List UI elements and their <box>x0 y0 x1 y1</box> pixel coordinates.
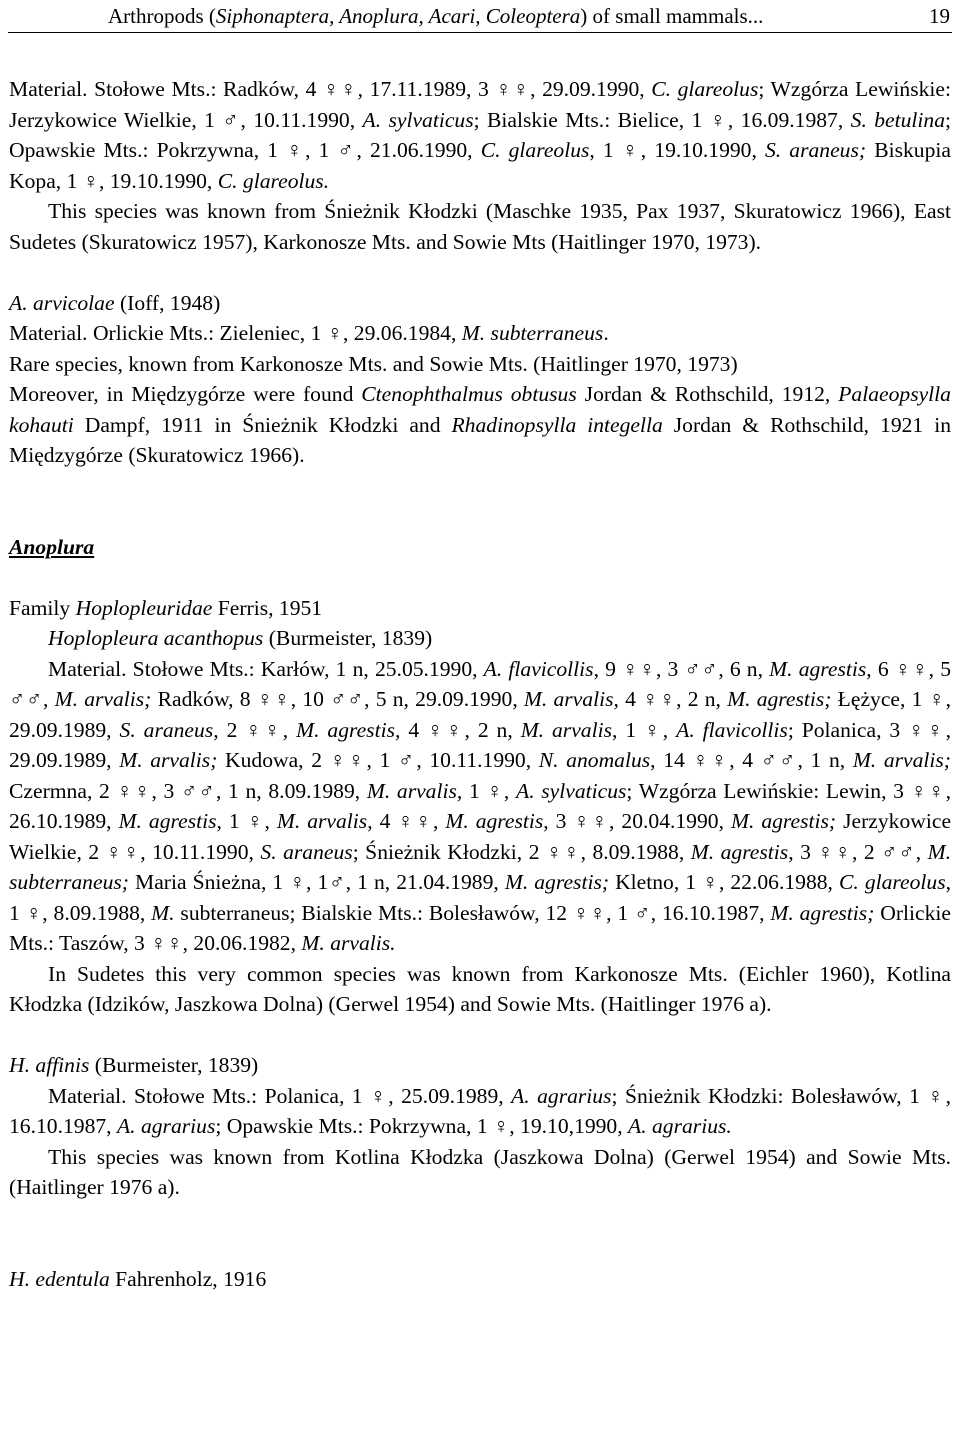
paragraph <box>9 1142 951 1203</box>
paragraph <box>9 1081 951 1142</box>
paragraph-gap <box>9 501 951 532</box>
paragraph-gap <box>9 257 951 288</box>
text: Material. Orlickie Mts.: Zieleniec, 1 ♀, 29.06.1984, <box>9 321 462 345</box>
italic-text: S. betulina <box>850 107 945 132</box>
italic-text: M. arvalis <box>520 717 612 742</box>
italic-text: Anoplura <box>9 534 95 559</box>
running-header <box>0 0 960 36</box>
italic-text: H. affinis <box>9 1053 90 1077</box>
italic-text: Hoplopleuridae <box>75 595 213 620</box>
paragraph <box>9 1050 951 1081</box>
italic-text: A. agrarius <box>511 1083 612 1108</box>
text: ; Opawskie Mts.: Pokrzywna, 1 ♀, 1 ♂, 21.06.1990, <box>9 107 951 162</box>
text: Łężyce, 1 ♀, 29.09.1989, <box>9 687 952 742</box>
italic-text: C. glareolus <box>651 77 759 101</box>
italic-text: A. agrarius. <box>628 1114 732 1138</box>
text: , 4 ♀♀, 2 n, <box>613 687 728 711</box>
italic-text: A. agrarius <box>116 1114 216 1138</box>
text: Kletno, 1 ♀, 22.06.1988, <box>609 870 839 894</box>
text: Material. Stołowe Mts.: Polanica, 1 ♀, 25.09.1989, <box>48 1083 512 1108</box>
text: , 14 ♀♀, 4 ♂♂, 1 n, <box>650 748 853 772</box>
text: Jordan & Rothschild, 1912, <box>576 382 839 406</box>
paragraph-gap <box>9 1203 951 1234</box>
section-heading <box>9 532 951 563</box>
text: ; Śnieżnik Kłodzki: Bolesławów, 1 ♀, 16.10.1987, <box>9 1083 951 1138</box>
running-title-pre: Arthropods ( <box>108 4 216 28</box>
text: Fahrenholz, 1916 <box>109 1266 267 1291</box>
text: , 3 ♀♀, 20.04.1990, <box>543 809 731 833</box>
text: Jordan & Rothschild, 1921 in Międzygórze (Skuratowicz 1966). <box>9 412 951 467</box>
text: Orlickie Mts.: Taszów, 3 ♀♀, 20.06.1982, <box>9 900 952 955</box>
italic-text: Palaeopsylla kohauti <box>9 382 951 437</box>
text: , 4 ♀♀, <box>367 809 446 833</box>
text: , 1 ♀, 8.09.1988, <box>9 870 952 925</box>
text: (Ioff, 1948) <box>114 290 221 315</box>
text: ; Opawskie Mts.: Pokrzywna, 1 ♀, 19.10,1990, <box>215 1114 629 1138</box>
paragraph <box>9 318 951 349</box>
paragraph-gap <box>9 1233 951 1264</box>
paragraph-gap <box>9 471 951 502</box>
italic-text: S. araneus <box>260 839 353 864</box>
italic-text: Rhadinopsylla integella <box>451 412 663 437</box>
text: Maria Śnieżna, 1 ♀, 1♂, 1 n, 21.04.1989, <box>128 870 505 894</box>
paragraph <box>9 623 951 654</box>
italic-text: M. arvalis <box>366 778 457 803</box>
paragraph <box>9 959 951 1020</box>
text: , 3 ♀♀, 2 ♂♂, <box>788 839 928 864</box>
italic-text: M. agrestis; <box>730 809 837 833</box>
text: Family <box>9 595 76 620</box>
paragraph-gap <box>9 1020 951 1051</box>
italic-text: A. flavicollis <box>483 656 594 681</box>
italic-text: M. agrestis <box>445 809 544 833</box>
text: ; Wzgórza Lewińskie: Lewin, 3 ♀♀, 26.10.1989, <box>9 778 952 833</box>
text: ; Śnieżnik Kłodzki, 2 ♀♀, 8.09.1988, <box>352 839 691 864</box>
italic-text: M. arvalis. <box>301 931 396 955</box>
header-rule <box>8 32 952 33</box>
page-number: 19 <box>929 4 950 28</box>
text: , 2 ♀♀, <box>213 717 297 742</box>
page-body <box>9 74 951 1294</box>
text: , 1 ♀, <box>456 778 516 803</box>
italic-text: M. agrestis <box>690 839 789 864</box>
paragraph <box>9 379 951 471</box>
paragraph <box>9 74 951 196</box>
italic-text: M. arvalis <box>276 809 368 833</box>
italic-text: M. arvalis; <box>852 748 951 772</box>
italic-text: A. flavicollis <box>676 717 788 742</box>
paragraph <box>9 196 951 257</box>
paragraph <box>9 593 951 624</box>
paragraph <box>9 1264 951 1295</box>
italic-text: N. anomalus <box>538 748 651 772</box>
italic-text: M. agrestis; <box>770 900 875 925</box>
paragraph <box>9 654 951 959</box>
text: (Burmeister, 1839) <box>89 1053 259 1077</box>
text: , 4 ♀♀, 2 n, <box>394 717 521 742</box>
italic-text: M. subterraneus; <box>9 839 952 894</box>
text: Dampf, 1911 in Śnieżnik Kłodzki and <box>73 412 452 437</box>
text: Biskupia Kopa, 1 ♀, 19.10.1990, <box>9 138 951 193</box>
text: , 9 ♀♀, 3 ♂♂, 6 n, <box>593 656 770 681</box>
italic-text: Hoplopleura acanthopus <box>48 626 264 650</box>
paragraph <box>9 288 951 319</box>
italic-text: A. sylvaticus <box>516 778 627 803</box>
text: Kudowa, 2 ♀♀, 1 ♂, 10.11.1990, <box>217 748 539 772</box>
italic-text: M. arvalis; <box>119 748 218 772</box>
text: Moreover, in Międzygórze were found <box>9 382 362 406</box>
text: This species was known from Śnieżnik Kłodzki (Maschke 1935, Pax 1937, Skuratowicz 1966), East Sudetes (Skuratowicz 1957), Karkonosze Mts. and Sowie Mts (Haitlinger 1970, 1973). <box>9 199 951 254</box>
italic-text: C. glareolus <box>480 138 590 162</box>
italic-text: A. arvicolae <box>9 290 115 315</box>
text: ; Wzgórza Lewińskie: Jerzykowice Wielkie, 1 ♂, 10.11.1990, <box>9 77 951 132</box>
text: In Sudetes this very common species was known from Karkonosze Mts. (Eichler 1960), Kotlina Kłodzka (Idzików, Jaszkowa Dolna) (Gerwel 1954) and Sowie Mts. (Haitlinger 1976 a). <box>9 961 951 1016</box>
text: , 1 ♀, 19.10.1990, <box>589 138 765 162</box>
text: ; Bialskie Mts.: Bielice, 1 ♀, 16.09.1987, <box>473 107 851 132</box>
italic-text: M. subterraneus <box>461 321 604 345</box>
italic-text: C. glareolus <box>838 870 946 894</box>
text: , 1 ♀, <box>216 809 277 833</box>
italic-text: M. agrestis; <box>727 687 832 711</box>
running-title-taxa: Siphonaptera, Anoplura, Acari, Coleoptera <box>215 4 581 28</box>
italic-text: M. agrestis <box>118 809 217 833</box>
text: , 1 ♀, <box>612 717 677 742</box>
italic-text: M. agrestis; <box>504 870 610 894</box>
text: Radków, 8 ♀♀, 10 ♂♂, 5 n, 29.09.1990, <box>151 687 524 711</box>
italic-text: M. arvalis; <box>54 687 152 711</box>
italic-text: M. arvalis <box>523 687 614 711</box>
running-title <box>108 4 763 29</box>
italic-text: S. araneus; <box>764 138 867 162</box>
text: (Burmeister, 1839) <box>263 626 433 650</box>
text: Material. Stołowe Mts.: Radków, 4 ♀♀, 17.11.1989, 3 ♀♀, 29.09.1990, <box>9 77 652 101</box>
italic-text: M. <box>151 900 175 925</box>
paragraph-gap <box>9 562 951 593</box>
italic-text: M. agrestis <box>296 717 395 742</box>
italic-text: M. agrestis <box>769 656 867 681</box>
text: Jerzykowice Wielkie, 2 ♀♀, 10.11.1990, <box>9 809 952 864</box>
text: . <box>603 321 609 345</box>
running-title-post: ) of small mammals... <box>580 4 764 28</box>
text: Rare species, known from Karkonosze Mts. and Sowie Mts. (Haitlinger 1970, 1973) <box>9 351 738 376</box>
text: , 6 ♀♀, 5 ♂♂, <box>9 656 951 711</box>
paragraph <box>9 349 951 380</box>
text: subterraneus; Bialskie Mts.: Bolesławów, 12 ♀♀, 1 ♂, 16.10.1987, <box>174 900 771 925</box>
text: Material. Stołowe Mts.: Karłów, 1 n, 25.05.1990, <box>48 656 484 681</box>
text: Czermna, 2 ♀♀, 3 ♂♂, 1 n, 8.09.1989, <box>9 778 367 803</box>
text: ; Polanica, 3 ♀♀, 29.09.1989, <box>9 717 952 772</box>
text: This species was known from Kotlina Kłodzka (Jaszkowa Dolna) (Gerwel 1954) and Sowie Mts. (Haitlinger 1976 a). <box>9 1144 951 1199</box>
italic-text: H. edentula <box>9 1266 110 1291</box>
italic-text: S. araneus <box>119 717 214 742</box>
italic-text: Ctenophthalmus obtusus <box>361 382 577 406</box>
italic-text: A. sylvaticus <box>362 107 474 132</box>
text: Ferris, 1951 <box>212 595 323 620</box>
italic-text: C. glareolus. <box>217 168 330 193</box>
